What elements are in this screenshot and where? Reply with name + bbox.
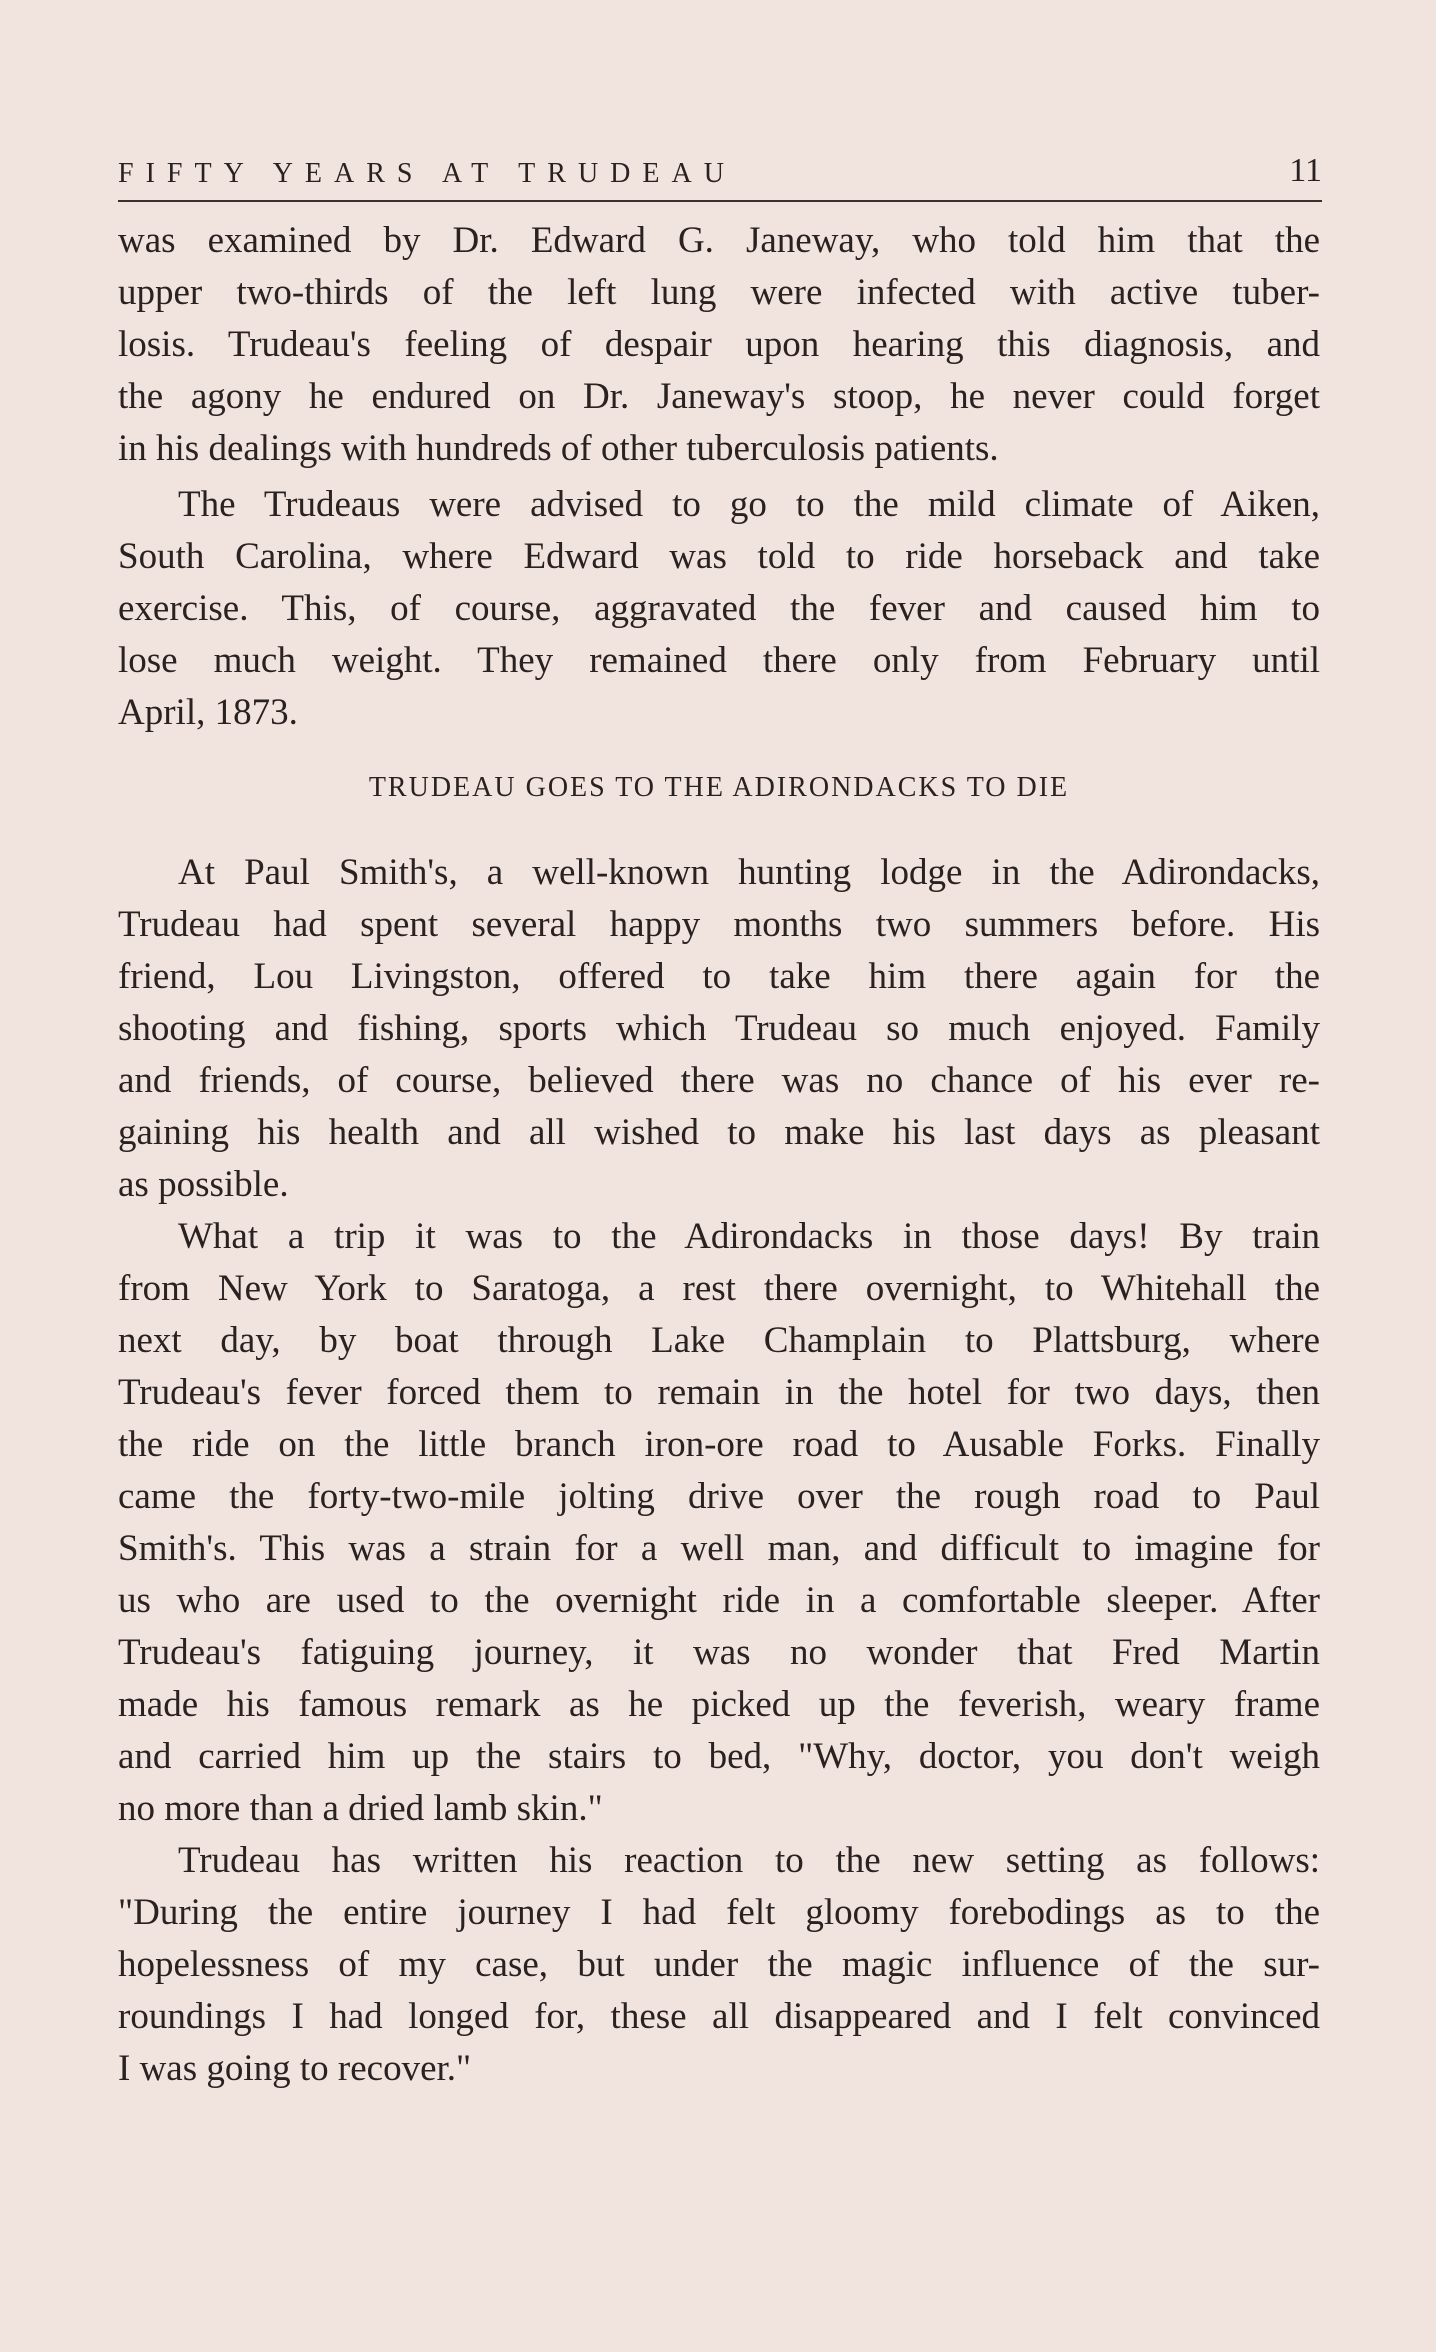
text-line: "During the entire journey I had felt gloomy forebodings as to the	[118, 1892, 1320, 1933]
header-rule	[118, 200, 1322, 202]
running-head	[118, 152, 1322, 202]
section-heading: TRUDEAU GOES TO THE ADIRONDACKS TO DIE	[368, 772, 1070, 803]
text-line: in his dealings with hundreds of other tuberculosis patients.	[118, 428, 999, 469]
text-line: At Paul Smith's, a well-known hunting lodge in the Adirondacks,	[178, 852, 1320, 893]
text-line: hopelessness of my case, but under the magic influence of the sur-	[118, 1944, 1320, 1985]
text-line: Trudeau has written his reaction to the new setting as follows:	[178, 1840, 1320, 1881]
text-line: The Trudeaus were advised to go to the mild climate of Aiken,	[178, 484, 1320, 525]
text-line: Trudeau had spent several happy months two summers before. His	[118, 904, 1320, 945]
text-line: Trudeau's fatiguing journey, it was no wonder that Fred Martin	[118, 1632, 1320, 1673]
text-line: exercise. This, of course, aggravated the fever and caused him to	[118, 588, 1320, 629]
text-line: I was going to recover."	[118, 2048, 472, 2089]
text-line: us who are used to the overnight ride in a comfortable sleeper. After	[118, 1580, 1320, 1621]
text-line: and friends, of course, believed there was no chance of his ever re-	[118, 1060, 1320, 1101]
text-line: Trudeau's fever forced them to remain in the hotel for two days, then	[118, 1372, 1320, 1413]
text-line: the ride on the little branch iron-ore road to Ausable Forks. Finally	[118, 1424, 1320, 1465]
text-line: Smith's. This was a strain for a well man, and difficult to imagine for	[118, 1528, 1320, 1569]
text-line: April, 1873.	[118, 692, 298, 733]
text-line: no more than a dried lamb skin."	[118, 1788, 603, 1829]
text-line: lose much weight. They remained there only from February until	[118, 640, 1320, 681]
text-line: was examined by Dr. Edward G. Janeway, who told him that the	[118, 220, 1320, 261]
running-title: FIFTY YEARS AT TRUDEAU	[118, 158, 736, 189]
text-line: shooting and fishing, sports which Trudeau so much enjoyed. Family	[118, 1008, 1320, 1049]
text-line: upper two-thirds of the left lung were infected with active tuber-	[118, 272, 1320, 313]
text-line: came the forty-two-mile jolting drive over the rough road to Paul	[118, 1476, 1320, 1517]
text-line: South Carolina, where Edward was told to ride horseback and take	[118, 536, 1320, 577]
text-line: What a trip it was to the Adirondacks in those days! By train	[178, 1216, 1320, 1257]
text-line: as possible.	[118, 1164, 289, 1205]
text-line: the agony he endured on Dr. Janeway's stoop, he never could forget	[118, 376, 1320, 417]
page-number: 11	[1289, 152, 1322, 189]
text-line: gaining his health and all wished to make his last days as pleasant	[118, 1112, 1320, 1153]
text-line: losis. Trudeau's feeling of despair upon hearing this diagnosis, and	[118, 324, 1320, 365]
text-line: and carried him up the stairs to bed, "Why, doctor, you don't weigh	[118, 1736, 1320, 1777]
text-line: from New York to Saratoga, a rest there overnight, to Whitehall the	[118, 1268, 1320, 1309]
text-line: next day, by boat through Lake Champlain to Plattsburg, where	[118, 1320, 1320, 1361]
text-line: made his famous remark as he picked up the feverish, weary frame	[118, 1684, 1320, 1725]
text-line: friend, Lou Livingston, offered to take him there again for the	[118, 956, 1320, 997]
text-line: roundings I had longed for, these all disappeared and I felt convinced	[118, 1996, 1320, 2037]
